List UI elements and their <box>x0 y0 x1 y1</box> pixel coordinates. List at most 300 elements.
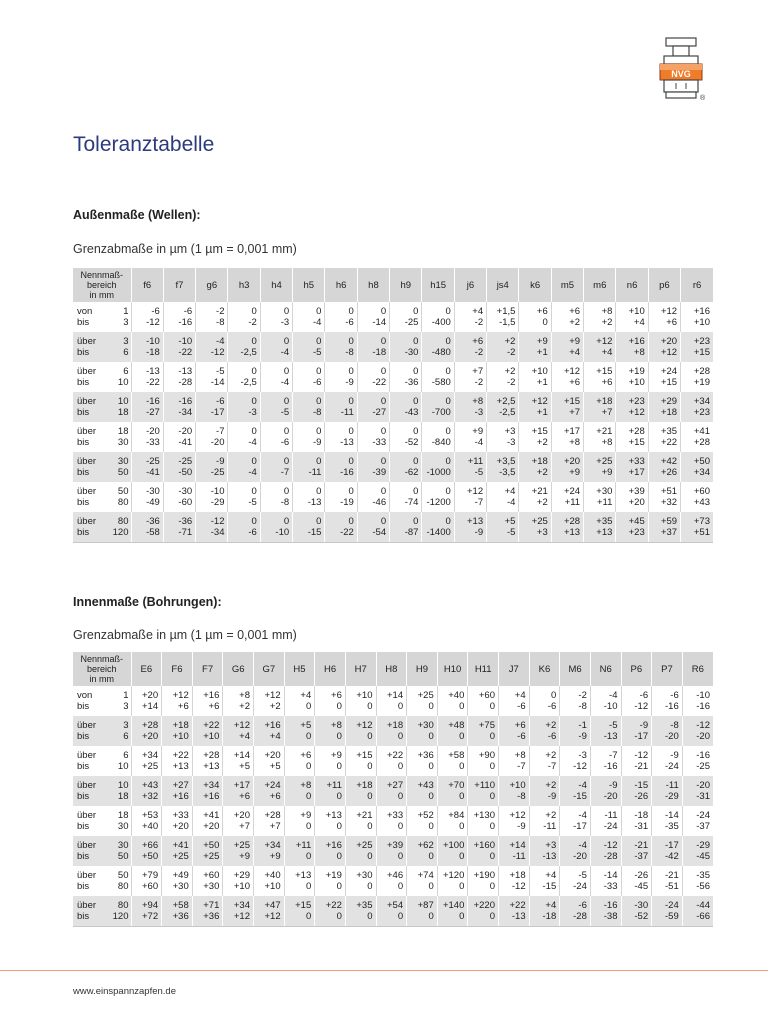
lower-deviation: 0 <box>459 731 465 742</box>
lower-deviation: -60 <box>178 497 193 508</box>
tolerance-cell <box>422 302 454 332</box>
lower-deviation: -1200 <box>426 497 451 508</box>
lower-deviation: -400 <box>431 317 451 328</box>
upper-deviation: -44 <box>696 899 710 911</box>
upper-deviation: +41 <box>693 426 710 437</box>
tolerance-cell <box>529 806 560 836</box>
tolerance-cell <box>407 716 438 746</box>
tolerance-cell <box>590 746 621 776</box>
upper-deviation: -30 <box>178 486 193 497</box>
tolerance-cell <box>652 716 683 746</box>
tolerance-cell <box>468 896 499 926</box>
tolerance-cell <box>162 866 193 896</box>
tolerance-cell <box>163 482 195 512</box>
lower-deviation: -2 <box>248 317 257 328</box>
upper-deviation: -30 <box>146 486 160 497</box>
lower-deviation: +5 <box>269 761 281 772</box>
header-tolerance-class: H11 <box>468 652 499 686</box>
tolerance-cell <box>616 392 648 422</box>
upper-deviation: +30 <box>596 486 613 497</box>
lower-deviation: +7 <box>569 407 581 418</box>
table-row <box>73 362 713 392</box>
lower-deviation: -9 <box>345 377 354 388</box>
tolerance-cell <box>652 836 683 866</box>
tolerance-cell <box>228 452 260 482</box>
tolerance-cell <box>487 512 519 542</box>
tolerance-cell <box>345 836 376 866</box>
tolerance-cell <box>345 776 376 806</box>
lower-deviation: -14 <box>372 317 387 328</box>
upper-deviation: -9 <box>670 750 679 761</box>
lower-deviation: -6 <box>547 701 557 712</box>
lower-deviation: -37 <box>634 851 649 862</box>
lower-deviation: -2 <box>506 347 516 358</box>
tolerance-cell <box>254 866 285 896</box>
upper-deviation: -14 <box>603 870 618 881</box>
upper-deviation: 0 <box>251 515 257 527</box>
tolerance-cell <box>499 896 530 926</box>
tolerance-cell <box>345 806 376 836</box>
lower-deviation: -15 <box>307 526 322 538</box>
lower-deviation: -12 <box>146 317 160 328</box>
lower-deviation: +13 <box>563 526 581 538</box>
lower-deviation: -20 <box>603 791 618 802</box>
upper-deviation: +60 <box>203 870 220 881</box>
lower-deviation: -6 <box>248 526 257 538</box>
tolerance-cell <box>590 866 621 896</box>
tolerance-cell <box>621 866 652 896</box>
lower-deviation: +9 <box>239 851 250 862</box>
lower-deviation: 0 <box>397 731 404 742</box>
upper-deviation: +10 <box>356 690 373 701</box>
upper-deviation: -17 <box>665 840 679 851</box>
lower-deviation: +12 <box>660 347 678 358</box>
range-cell <box>73 512 131 542</box>
tolerance-cell <box>422 422 454 452</box>
upper-deviation: +35 <box>356 899 373 911</box>
upper-deviation: +2 <box>545 780 557 791</box>
lower-deviation: 0 <box>305 821 312 832</box>
lower-deviation: 0 <box>428 910 434 922</box>
upper-deviation: +22 <box>203 720 220 731</box>
upper-deviation: 0 <box>380 426 387 437</box>
tolerance-cell <box>681 362 713 392</box>
upper-deviation: +58 <box>172 899 189 911</box>
lower-deviation: 0 <box>336 910 342 922</box>
lower-deviation: +2 <box>536 437 548 448</box>
tolerance-cell <box>648 512 680 542</box>
tolerance-cell <box>131 776 162 806</box>
tolerance-cell <box>652 686 683 716</box>
range-value: 50 <box>117 467 129 478</box>
tolerance-cell <box>590 896 621 926</box>
tolerance-cell <box>196 362 228 392</box>
lower-deviation: 0 <box>336 851 342 862</box>
lower-deviation: -17 <box>634 731 649 742</box>
upper-deviation: 0 <box>348 426 354 437</box>
lower-deviation: 0 <box>305 761 312 772</box>
lower-deviation: -62 <box>404 467 419 478</box>
upper-deviation: +6 <box>472 336 484 347</box>
tolerance-cell <box>260 392 292 422</box>
range-value: 6 <box>123 731 129 742</box>
range-cell <box>73 332 131 362</box>
lower-deviation: +8 <box>633 347 645 358</box>
lower-deviation: -2 <box>506 377 516 388</box>
lower-deviation: 0 <box>367 761 373 772</box>
tolerance-cell <box>519 332 551 362</box>
table-row <box>73 836 713 866</box>
upper-deviation: +4 <box>545 870 557 881</box>
range-value: 10 <box>117 396 129 407</box>
tolerance-cell <box>284 866 315 896</box>
lower-deviation: 0 <box>367 851 373 862</box>
header-tolerance-class: h5 <box>293 268 325 302</box>
tolerance-cell <box>437 896 468 926</box>
lower-deviation: +25 <box>172 851 189 862</box>
tolerance-cell <box>376 746 407 776</box>
lower-deviation: -45 <box>696 851 710 862</box>
lower-deviation: +13 <box>596 526 613 538</box>
upper-deviation: 0 <box>316 486 322 497</box>
upper-deviation: +21 <box>356 810 373 821</box>
upper-deviation: +22 <box>509 899 526 911</box>
tolerance-cell <box>437 866 468 896</box>
lower-deviation: +26 <box>660 467 678 478</box>
upper-deviation: +9 <box>536 336 548 347</box>
lower-deviation: -1000 <box>426 467 451 478</box>
lower-deviation: +2 <box>269 701 281 712</box>
tolerance-cell <box>616 512 648 542</box>
tolerance-cell <box>376 866 407 896</box>
range-cell <box>73 836 131 866</box>
tolerance-cell <box>315 896 346 926</box>
tolerance-cell <box>223 776 254 806</box>
lower-deviation: -4 <box>280 377 290 388</box>
lower-deviation: -3 <box>280 317 290 328</box>
tolerance-cell <box>376 896 407 926</box>
lower-deviation: -74 <box>404 497 419 508</box>
range-value: 3 <box>123 317 129 328</box>
upper-deviation: +73 <box>693 515 710 527</box>
tolerance-cell <box>325 392 357 422</box>
upper-deviation: 0 <box>550 690 557 701</box>
header-tolerance-class: F7 <box>192 652 223 686</box>
tolerance-cell <box>196 452 228 482</box>
registered-mark: ® <box>700 95 706 102</box>
lower-deviation: -11 <box>512 851 526 862</box>
upper-deviation: +87 <box>417 899 434 911</box>
tolerance-cell <box>616 302 648 332</box>
upper-deviation: +90 <box>478 750 495 761</box>
range-label: bis <box>77 791 90 802</box>
lower-deviation: -12 <box>634 701 649 712</box>
upper-deviation: +4 <box>300 690 312 701</box>
header-tolerance-class: m6 <box>584 268 616 302</box>
tolerance-cell <box>681 302 713 332</box>
lower-deviation: 0 <box>305 731 312 742</box>
upper-deviation: +16 <box>325 840 342 851</box>
upper-deviation: +28 <box>563 515 581 527</box>
lower-deviation: -25 <box>404 317 419 328</box>
upper-deviation: +5 <box>300 720 312 731</box>
upper-deviation: -21 <box>665 870 679 881</box>
tolerance-cell <box>325 362 357 392</box>
upper-deviation: +23 <box>693 336 710 347</box>
lower-deviation: -28 <box>178 377 193 388</box>
header-tolerance-class: p6 <box>648 268 680 302</box>
lower-deviation: -14 <box>210 377 225 388</box>
lower-deviation: -58 <box>146 526 160 538</box>
tolerance-cell <box>437 746 468 776</box>
lower-deviation: -13 <box>307 497 322 508</box>
lower-deviation: +30 <box>172 881 189 892</box>
lower-deviation: 0 <box>459 851 465 862</box>
upper-deviation: -4 <box>609 690 618 701</box>
tolerance-cell <box>468 836 499 866</box>
upper-deviation: -25 <box>178 456 193 467</box>
lower-deviation: -8 <box>216 317 225 328</box>
lower-deviation: 0 <box>428 881 434 892</box>
tolerance-cell <box>407 866 438 896</box>
upper-deviation: +15 <box>531 426 548 437</box>
lower-deviation: 0 <box>397 851 404 862</box>
tolerance-cell <box>468 806 499 836</box>
lower-deviation: -3,5 <box>499 467 516 478</box>
upper-deviation: +11 <box>326 780 342 791</box>
upper-deviation: +9 <box>331 750 342 761</box>
lower-deviation: -16 <box>665 701 679 712</box>
lower-deviation: +6 <box>239 791 250 802</box>
tolerance-cell <box>652 806 683 836</box>
tolerance-cell <box>357 302 389 332</box>
lower-deviation: -43 <box>404 407 419 418</box>
upper-deviation: +2,5 <box>496 396 516 407</box>
lower-deviation: -27 <box>146 407 160 418</box>
lower-deviation: +37 <box>660 526 678 538</box>
tolerance-cell <box>422 332 454 362</box>
tolerance-cell <box>228 482 260 512</box>
tolerance-cell <box>454 392 486 422</box>
range-cell <box>73 362 131 392</box>
tolerance-cell <box>357 392 389 422</box>
lower-deviation: -5 <box>280 407 290 418</box>
tolerance-cell <box>529 836 560 866</box>
upper-deviation: +33 <box>628 456 645 467</box>
tolerance-cell <box>131 896 162 926</box>
upper-deviation: +17 <box>563 426 581 437</box>
lower-deviation: -15 <box>573 791 587 802</box>
tolerance-cell <box>584 392 616 422</box>
upper-deviation: +27 <box>172 780 189 791</box>
range-label: über <box>77 486 97 497</box>
upper-deviation: 0 <box>251 426 257 437</box>
tolerance-cell <box>376 776 407 806</box>
upper-deviation: +18 <box>531 456 548 467</box>
lower-deviation: -5 <box>474 467 484 478</box>
lower-deviation: -10 <box>275 526 290 538</box>
header-tolerance-class: P6 <box>621 652 652 686</box>
upper-deviation: +28 <box>628 426 645 437</box>
tolerance-cell <box>437 776 468 806</box>
tolerance-cell <box>560 686 591 716</box>
lower-deviation: 0 <box>367 701 373 712</box>
lower-deviation: -4 <box>280 347 290 358</box>
tolerance-cell <box>192 776 223 806</box>
lower-deviation: 0 <box>397 701 404 712</box>
tolerance-cell <box>648 362 680 392</box>
upper-deviation: 0 <box>380 396 387 407</box>
section-heading-inner: Innenmaße (Bohrungen): <box>73 595 222 609</box>
upper-deviation: +13 <box>295 870 312 881</box>
upper-deviation: 0 <box>445 426 451 437</box>
header-tolerance-class: H5 <box>284 652 315 686</box>
lower-deviation: +50 <box>142 851 159 862</box>
tolerance-cell <box>560 776 591 806</box>
tolerance-cell <box>487 302 519 332</box>
header-tolerance-class: H7 <box>345 652 376 686</box>
tolerance-cell <box>590 686 621 716</box>
table-row <box>73 686 713 716</box>
upper-deviation: -36 <box>146 515 160 527</box>
lower-deviation: 0 <box>367 910 373 922</box>
lower-deviation: +60 <box>142 881 159 892</box>
tolerance-cell <box>682 866 713 896</box>
lower-deviation: 0 <box>336 821 342 832</box>
lower-deviation: -840 <box>431 437 451 448</box>
upper-deviation: -9 <box>216 456 225 467</box>
lower-deviation: -7 <box>547 761 557 772</box>
lower-deviation: +32 <box>660 497 678 508</box>
tolerance-cell <box>254 686 285 716</box>
lower-deviation: 0 <box>336 881 342 892</box>
tolerance-cell <box>293 512 325 542</box>
tolerance-cell <box>228 332 260 362</box>
lower-deviation: +23 <box>693 407 710 418</box>
tolerance-cell <box>560 716 591 746</box>
lower-deviation: -24 <box>603 821 618 832</box>
lower-deviation: 0 <box>489 851 495 862</box>
lower-deviation: 0 <box>428 731 434 742</box>
upper-deviation: +20 <box>563 456 581 467</box>
tolerance-cell <box>228 422 260 452</box>
lower-deviation: 0 <box>305 881 312 892</box>
tolerance-cell <box>487 482 519 512</box>
upper-deviation: +58 <box>448 750 465 761</box>
lower-deviation: -6 <box>313 377 322 388</box>
upper-deviation: -25 <box>146 456 160 467</box>
upper-deviation: +16 <box>693 306 710 317</box>
tolerance-cell <box>131 512 163 542</box>
lower-deviation: +2 <box>239 701 250 712</box>
upper-deviation: +14 <box>233 750 250 761</box>
upper-deviation: 0 <box>445 366 451 377</box>
range-cell <box>73 392 131 422</box>
upper-deviation: 0 <box>316 456 322 467</box>
range-label: bis <box>77 377 90 388</box>
tolerance-cell <box>529 686 560 716</box>
upper-deviation: +15 <box>596 366 613 377</box>
tolerance-cell <box>376 836 407 866</box>
lower-deviation: -33 <box>603 881 618 892</box>
upper-deviation: +6 <box>514 720 526 731</box>
lower-deviation: +7 <box>239 821 250 832</box>
upper-deviation: +6 <box>536 306 548 317</box>
tolerance-cell <box>293 362 325 392</box>
lower-deviation: 0 <box>489 821 495 832</box>
upper-deviation: +15 <box>563 396 581 407</box>
lower-deviation: 0 <box>305 791 312 802</box>
lower-deviation: 0 <box>397 821 404 832</box>
tolerance-cell <box>254 776 285 806</box>
range-value: 6 <box>123 347 129 358</box>
upper-deviation: +75 <box>478 720 495 731</box>
upper-deviation: 0 <box>413 366 419 377</box>
upper-deviation: +14 <box>387 690 404 701</box>
range-label: bis <box>77 317 90 328</box>
lower-deviation: 0 <box>489 791 495 802</box>
header-tolerance-class: h4 <box>260 268 292 302</box>
upper-deviation: +18 <box>596 396 613 407</box>
upper-deviation: 0 <box>283 366 290 377</box>
upper-deviation: +24 <box>660 366 678 377</box>
lower-deviation: -51 <box>665 881 679 892</box>
upper-deviation: +15 <box>295 899 312 911</box>
header-nennmass-line: in mm <box>89 674 114 684</box>
header-tolerance-class: f7 <box>163 268 195 302</box>
tolerance-cell <box>560 806 591 836</box>
table-row <box>73 422 713 452</box>
lower-deviation: -8 <box>517 791 526 802</box>
lower-deviation: +6 <box>208 701 220 712</box>
upper-deviation: -2 <box>216 306 225 317</box>
upper-deviation: 0 <box>251 456 257 467</box>
upper-deviation: -10 <box>178 336 193 347</box>
tolerance-cell <box>437 836 468 866</box>
range-value: 10 <box>117 780 129 791</box>
tolerance-cell <box>293 302 325 332</box>
lower-deviation: -30 <box>404 347 419 358</box>
header-tolerance-class: j6 <box>454 268 486 302</box>
upper-deviation: 0 <box>348 486 354 497</box>
table-row <box>73 746 713 776</box>
lower-deviation: -3 <box>474 407 484 418</box>
tolerance-table-bores <box>73 652 713 927</box>
range-label: bis <box>77 437 90 448</box>
lower-deviation: 0 <box>459 910 465 922</box>
lower-deviation: -20 <box>573 851 587 862</box>
tolerance-cell <box>422 512 454 542</box>
lower-deviation: +8 <box>569 437 581 448</box>
upper-deviation: +12 <box>531 396 548 407</box>
range-value: 80 <box>117 899 129 911</box>
upper-deviation: +30 <box>356 870 373 881</box>
upper-deviation: 0 <box>348 456 354 467</box>
tolerance-cell <box>682 746 713 776</box>
header-tolerance-class: h3 <box>228 268 260 302</box>
tolerance-cell <box>131 452 163 482</box>
lower-deviation: -21 <box>634 761 649 772</box>
lower-deviation: -4 <box>313 317 322 328</box>
upper-deviation: +54 <box>387 899 404 911</box>
tolerance-cell <box>163 302 195 332</box>
lower-deviation: -50 <box>178 467 193 478</box>
header-tolerance-class: g6 <box>196 268 228 302</box>
header-nennmass <box>73 268 131 302</box>
range-cell <box>73 422 131 452</box>
tolerance-cell <box>223 836 254 866</box>
tolerance-cell <box>621 746 652 776</box>
